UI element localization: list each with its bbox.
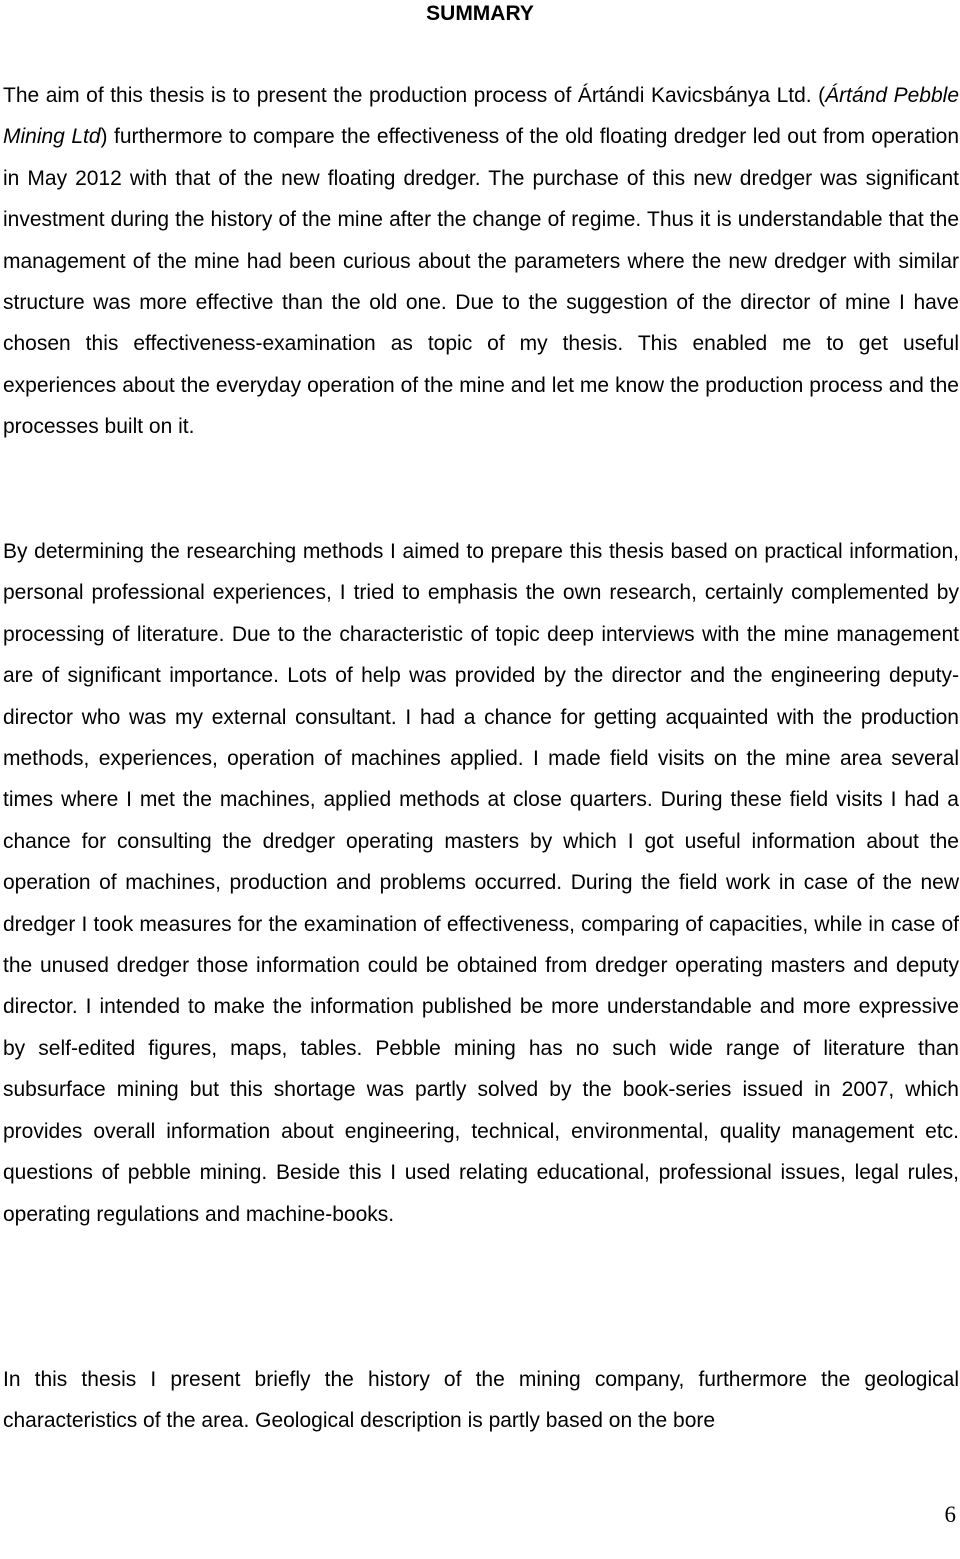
paragraph-introduction-start: The aim of this thesis is to present the production process of Ártándi Kavicsbánya Ltd. ( [3, 84, 826, 107]
paragraph-introduction-rest: ) furthermore to compare the effectiveness of the old floating dredger led out from operation in May 2012 with that of the new floating dredger. The purchase of this new dredger was significant investment during the history of the mine after the change of regime. Thus it is understandable that the management of the mine had been curious about the parameters where the new dredger with similar structure was more effective than the old one. Due to the suggestion of the director of mine I have chosen this effectiveness-examination as topic of my thesis. This enabled me to get useful experiences about the everyday operation of the mine and let me know the production process and the processes built on it. [3, 125, 959, 439]
page-number: 6 [944, 1502, 956, 1527]
company-name-english: Ártánd Pebble Mining Ltd [3, 84, 959, 149]
page-title: SUMMARY [426, 2, 534, 25]
paragraph-structure: In this thesis I present briefly the history of the mining company, furthermore the geological characteristics of the area. Geological description is partly based on the bore [3, 1368, 959, 1433]
paragraph-introduction [3, 75, 959, 448]
paragraph-methods: By determining the researching methods I aimed to prepare this thesis based on practical information, personal professional experiences, I tried to emphasis the own research, certainly complemented by processing of literature. Due to the characteristic of topic deep interviews with the mine management are of significant importance. Lots of help was provided by the director and the engineering deputy-director who was my external consultant. I had a chance for getting acquainted with the production methods, experiences, operation of machines applied. I made field visits on the mine area several times where I met the machines, applied methods at close quarters. During these field visits I had a chance for consulting the dredger operating masters by which I got useful information about the operation of machines, production and problems occurred. During the field work in case of the new dredger I took measures for the examination of effectiveness, comparing of capacities, while in case of the unused dredger those information could be obtained from dredger operating masters and deputy director. I intended to make the information published be more understandable and more expressive by self-edited figures, maps, tables. Pebble mining has no such wide range of literature than subsurface mining but this shortage was partly solved by the book-series issued in 2007, which provides overall information about engineering, technical, environmental, quality management etc. questions of pebble mining. Beside this I used relating educational, professional issues, legal rules, operating regulations and machine-books. [3, 540, 959, 1226]
